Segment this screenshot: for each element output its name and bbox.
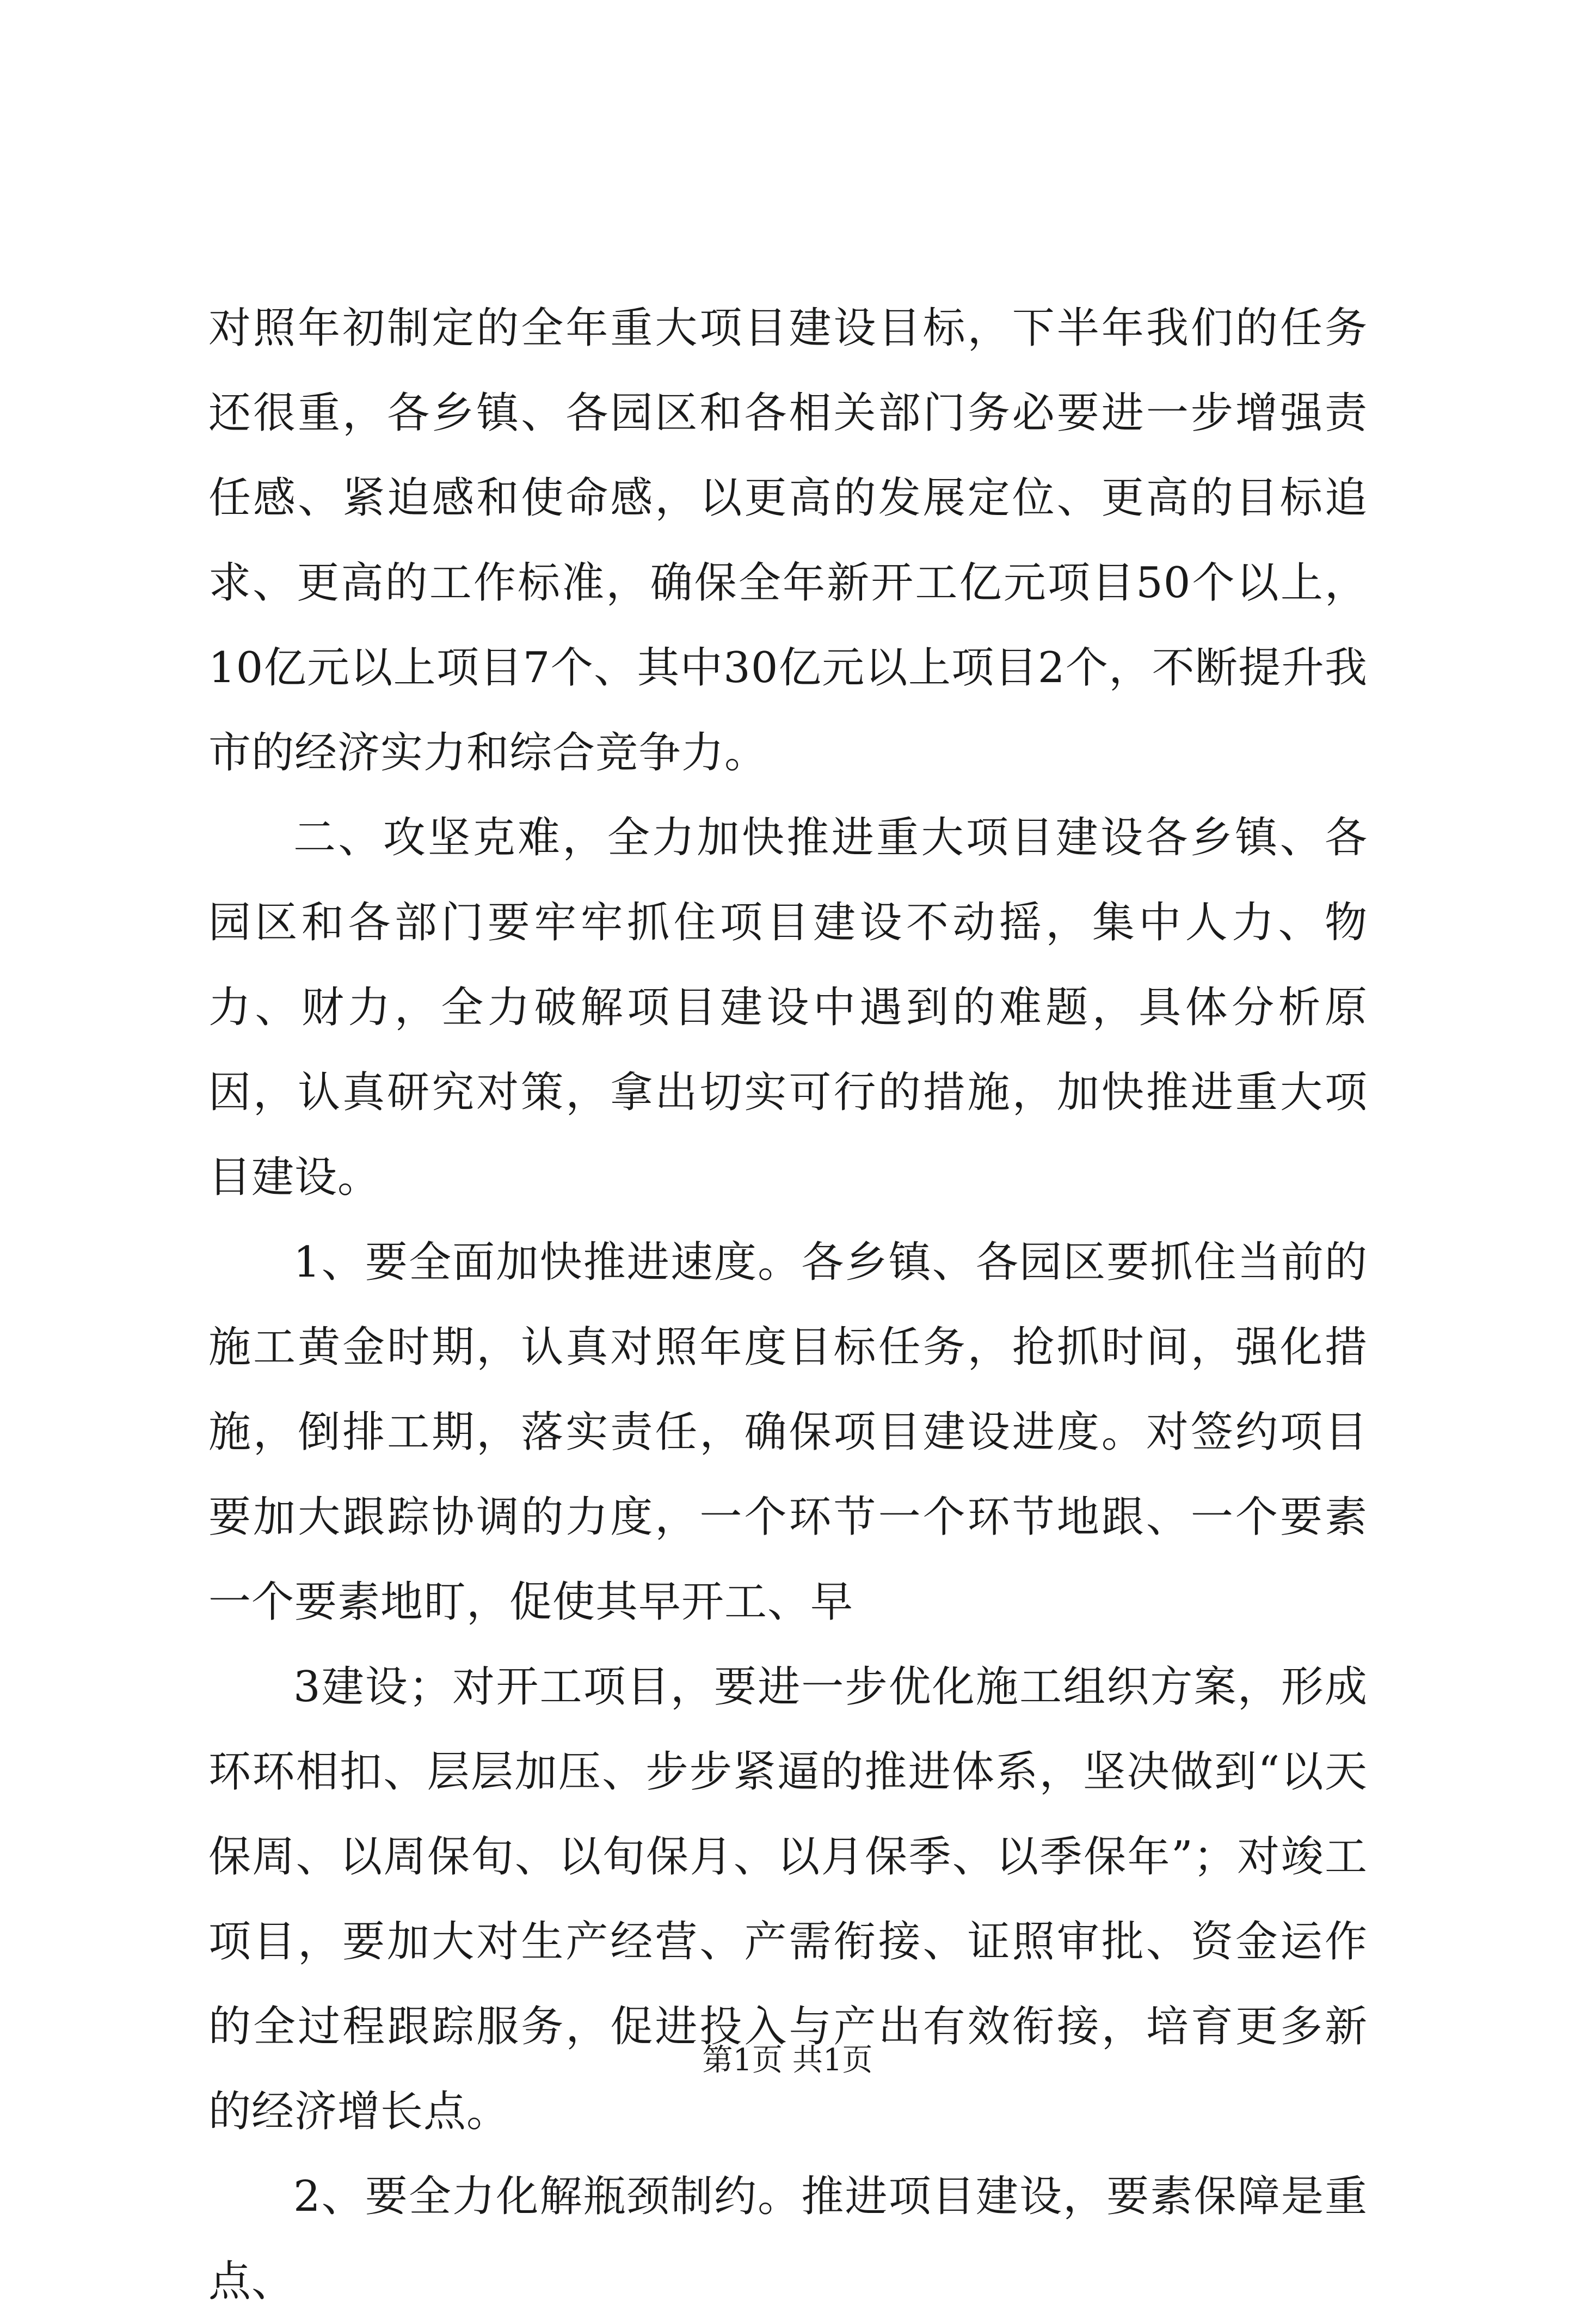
paragraph-targets: 对照年初制定的全年重大项目建设目标，下半年我们的任务还很重，各乡镇、各园区和各相关部门务必要进一步增强责任感、紧迫感和使命感，以更高的发展定位、更高的目标追求、更高的工作标准，确保全年新开工亿元项目50个以上，10亿元以上项目7个、其中30亿元以上项目2个，不断提升我市的经济实力和综合竞争力。: [208, 304, 1368, 777]
paragraph-section-two: 二、攻坚克难，全力加快推进重大项目建设各乡镇、各园区和各部门要牢牢抓住项目建设不动摇，集中人力、物力、财力，全力破解项目建设中遇到的难题，具体分析原因，认真研究对策，拿出切实可行的措施，加快推进重大项目建设。: [208, 813, 1368, 1202]
paragraph-point-two: 2、要全力化解瓶颈制约。推进项目建设，要素保障是重点、: [208, 2172, 1368, 2306]
paragraph-point-one-continued: 3建设；对开工项目，要进一步优化施工组织方案，形成环环相扣、层层加压、步步紧逼的推进体系，坚决做到“以天保周、以周保旬、以旬保月、以月保季、以季保年”；对竣工项目，要加大对生产经营、产需衔接、证照审批、资金运作的全过程跟踪服务，促进投入与产出有效衔接，培育更多新的经济增长点。: [208, 1663, 1368, 2136]
paragraph-point-one: 1、要全面加快推进速度。各乡镇、各园区要抓住当前的施工黄金时期，认真对照年度目标任务，抢抓时间，强化措施，倒排工期，落实责任，确保项目建设进度。对签约项目要加大跟踪协调的力度，一个环节一个环节地跟、一个要素一个要素地盯，促使其早开工、早: [208, 1238, 1368, 1627]
document-body: [208, 286, 1368, 2324]
page-footer: 第1页 共1页: [702, 2043, 873, 2078]
